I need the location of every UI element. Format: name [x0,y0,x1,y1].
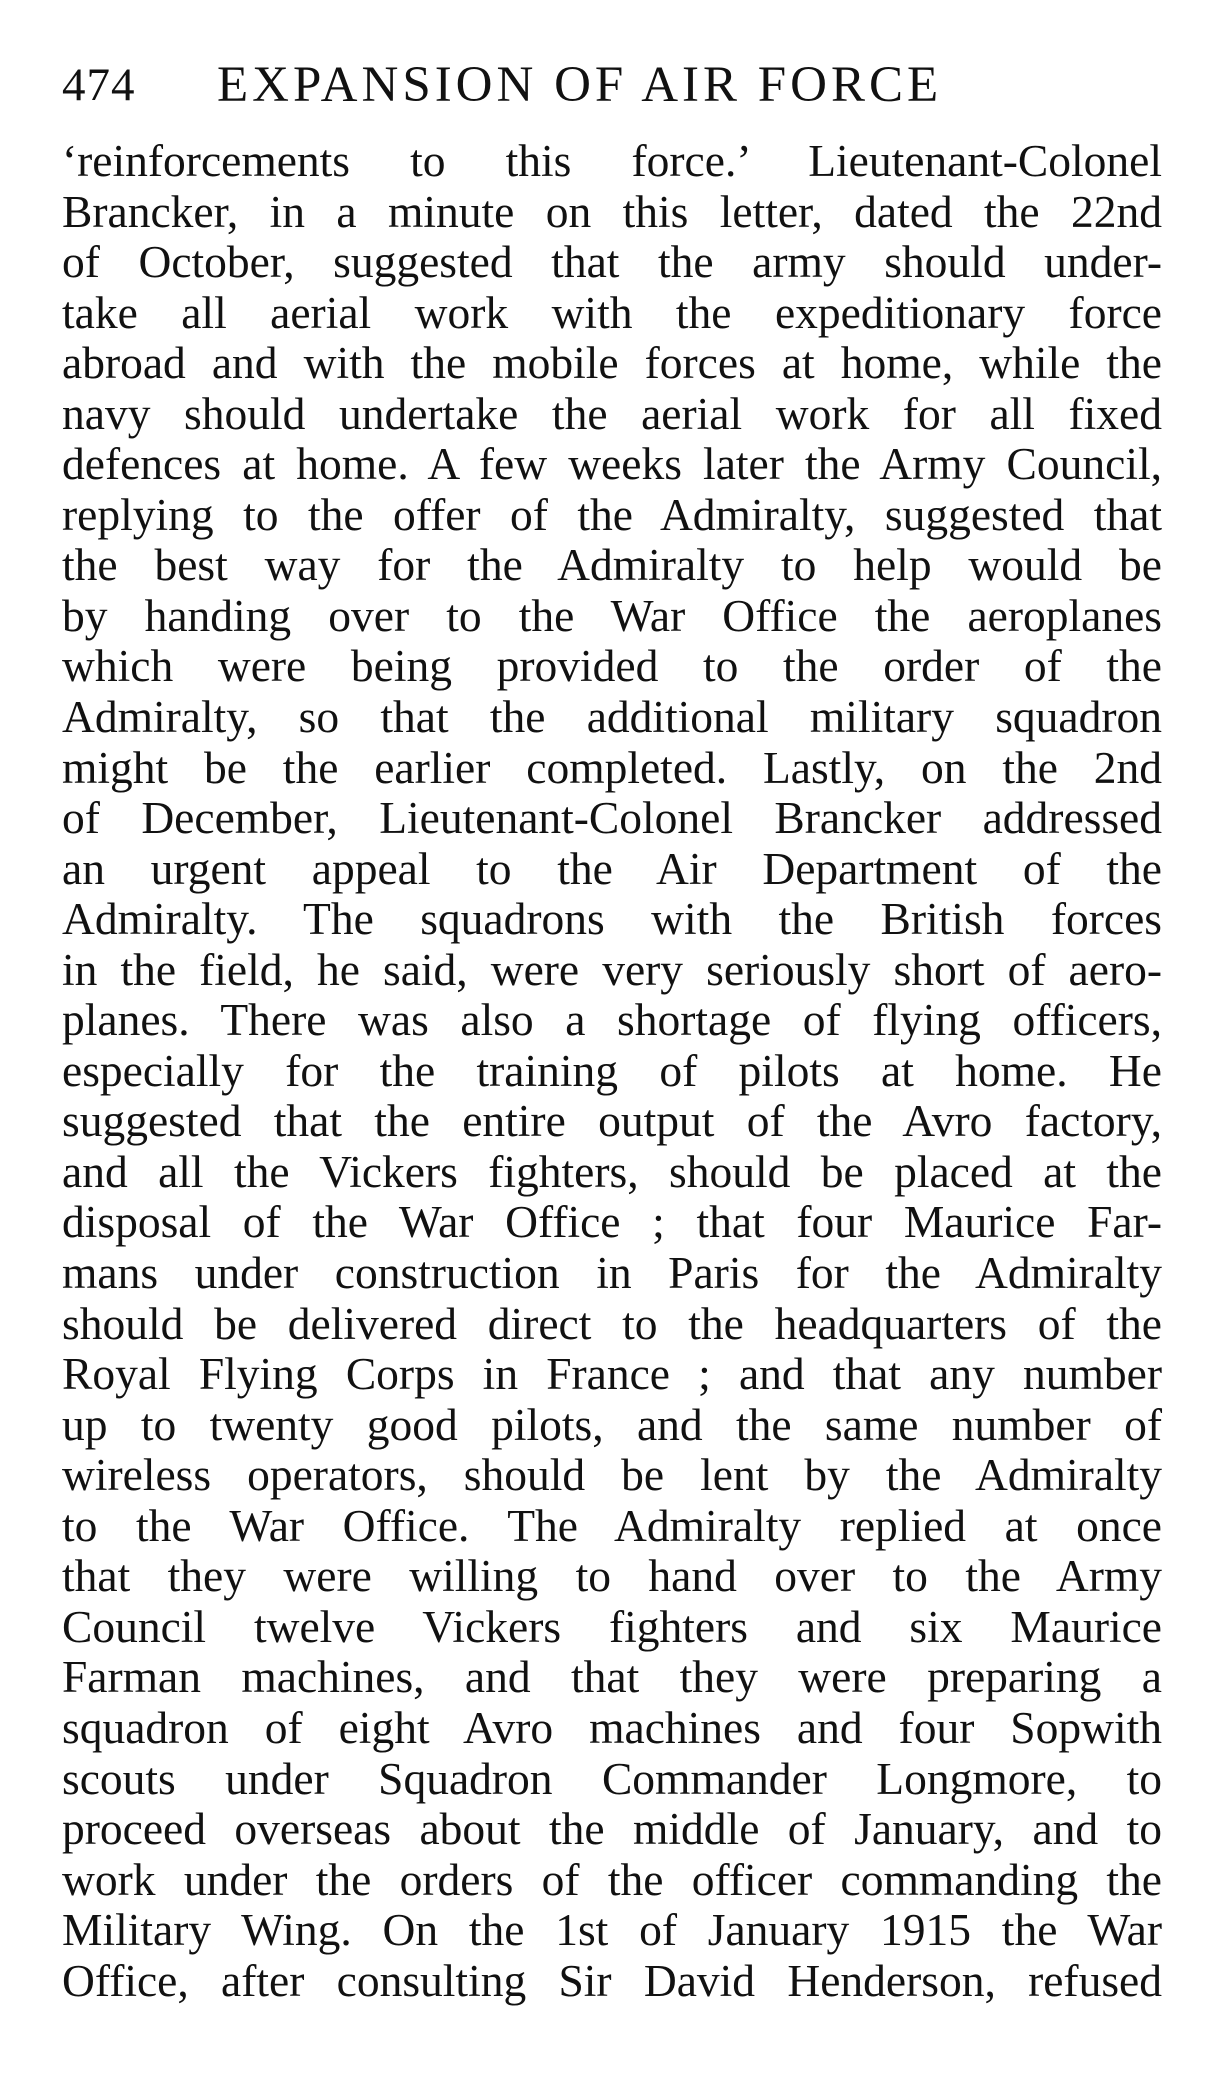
text-line: the best way for the Admiralty to help would be [62,539,1162,591]
text-line: mans under construction in Paris for the Admiralty [62,1247,1162,1299]
text-line: of October, suggested that the army should under- [62,236,1162,288]
text-line: should be delivered direct to the headquarters of the [62,1297,1162,1349]
text-line: disposal of the War Office ; that four Maurice Far- [62,1196,1162,1248]
running-title: EXPANSION OF AIR FORCE [217,57,943,113]
text-line: replying to the offer of the Admiralty, suggested that [62,488,1162,540]
text-line: work under the orders of the officer commanding the [62,1853,1162,1905]
text-line: Admiralty. The squadrons with the British forces [62,893,1162,945]
text-line: ‘reinforcements to this force.’ Lieutenant-Colonel [62,135,1162,186]
text-line: suggested that the entire output of the Avro factory, [62,1095,1162,1147]
text-line: an urgent appeal to the Air Department of the [62,842,1162,894]
text-line: wireless operators, should be lent by the Admiralty [62,1449,1162,1501]
text-line: squadron of eight Avro machines and four Sopwith [62,1701,1162,1753]
text-line: planes. There was also a shortage of flying officers, [62,994,1162,1046]
text-line: scouts under Squadron Commander Longmore, to [62,1752,1162,1804]
text-line: and all the Vickers fighters, should be placed at the [62,1145,1162,1197]
text-line: that they were willing to hand over to the Army [62,1550,1162,1602]
text-line: Farman machines, and that they were preparing a [62,1651,1162,1703]
body-text [62,136,1162,2006]
text-line: by handing over to the War Office the aeroplanes [62,589,1162,641]
text-line: proceed overseas about the middle of January, and to [62,1803,1162,1855]
text-line: in the field, he said, were very seriously short of aero- [62,943,1162,995]
text-line: might be the earlier completed. Lastly, on the 2nd [62,741,1162,793]
text-line: to the War Office. The Admiralty replied at once [62,1499,1162,1551]
text-line: Office, after consulting Sir David Henderson, refused [62,1954,1162,2006]
text-line: defences at home. A few weeks later the Army Council, [62,438,1162,490]
text-line: of December, Lieutenant-Colonel Brancker addressed [62,792,1162,844]
text-line: navy should undertake the aerial work for all fixed [62,387,1162,439]
text-line: up to twenty good pilots, and the same number of [62,1398,1162,1450]
text-line: Council twelve Vickers fighters and six Maurice [62,1600,1162,1652]
text-line: Admiralty, so that the additional military squadron [62,691,1162,743]
text-line: which were being provided to the order of the [62,640,1162,692]
text-line: especially for the training of pilots at home. He [62,1044,1162,1096]
text-line: Royal Flying Corps in France ; and that any number [62,1348,1162,1400]
page-number: 474 [62,59,136,111]
text-line: take all aerial work with the expeditionary force [62,286,1162,338]
text-line: Brancker, in a minute on this letter, dated the 22nd [62,185,1162,237]
text-line: abroad and with the mobile forces at home, while the [62,337,1162,389]
page-header [62,52,1162,118]
text-line: Military Wing. On the 1st of January 1915 the War [62,1904,1162,1956]
